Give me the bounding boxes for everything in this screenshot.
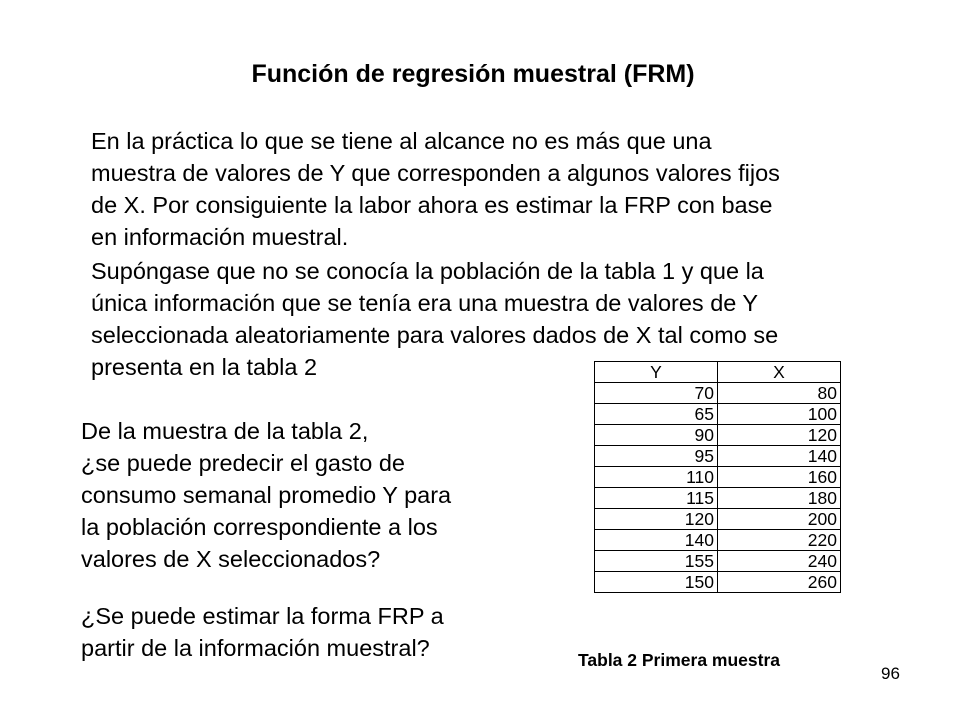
question-line: De la muestra de la tabla 2,	[81, 418, 369, 444]
page-number: 96	[881, 664, 900, 683]
question-line: ¿se puede predecir el gasto de	[81, 450, 405, 476]
cell-y: 115	[595, 488, 718, 509]
supposition-line: Supóngase que no se conocía la población de la tabla 1 y que la	[91, 258, 764, 284]
slide-title: Función de regresión muestral (FRM)	[251, 60, 695, 88]
question-predict	[81, 415, 521, 575]
table-row	[595, 404, 841, 425]
table-row	[595, 425, 841, 446]
table-row	[595, 383, 841, 404]
cell-x: 180	[718, 488, 841, 509]
cell-x: 160	[718, 467, 841, 488]
cell-y: 110	[595, 467, 718, 488]
table-header-row	[595, 362, 841, 383]
table-caption: Tabla 2 Primera muestra	[578, 650, 780, 670]
sample-table	[594, 361, 841, 593]
cell-x: 260	[718, 572, 841, 593]
intro-paragraph	[91, 125, 881, 253]
intro-line: En la práctica lo que se tiene al alcance no es más que una	[91, 128, 712, 154]
question-estimate	[81, 600, 521, 664]
table-row	[595, 446, 841, 467]
cell-x: 120	[718, 425, 841, 446]
question-line: valores de X seleccionados?	[81, 546, 381, 572]
header-y: Y	[595, 362, 718, 383]
cell-x: 140	[718, 446, 841, 467]
question-line: partir de la información muestral?	[81, 635, 430, 661]
table-row	[595, 467, 841, 488]
table-row	[595, 488, 841, 509]
cell-y: 65	[595, 404, 718, 425]
cell-y: 95	[595, 446, 718, 467]
table-row	[595, 572, 841, 593]
cell-x: 200	[718, 509, 841, 530]
cell-x: 100	[718, 404, 841, 425]
table-row	[595, 530, 841, 551]
cell-x: 80	[718, 383, 841, 404]
intro-line: de X. Por consiguiente la labor ahora es estimar la FRP con base	[91, 192, 773, 218]
cell-y: 90	[595, 425, 718, 446]
table-row	[595, 509, 841, 530]
header-x: X	[718, 362, 841, 383]
supposition-line: presenta en la tabla 2	[91, 354, 318, 380]
cell-y: 150	[595, 572, 718, 593]
cell-x: 240	[718, 551, 841, 572]
cell-y: 70	[595, 383, 718, 404]
cell-y: 140	[595, 530, 718, 551]
question-line: la población correspondiente a los	[81, 514, 438, 540]
supposition-line: única información que se tenía era una muestra de valores de Y	[91, 290, 759, 316]
cell-x: 220	[718, 530, 841, 551]
cell-y: 155	[595, 551, 718, 572]
intro-line: en información muestral.	[91, 224, 349, 250]
supposition-line: seleccionada aleatoriamente para valores dados de X tal como se	[91, 322, 779, 348]
table-row	[595, 551, 841, 572]
intro-line: muestra de valores de Y que corresponden a algunos valores fijos	[91, 160, 780, 186]
cell-y: 120	[595, 509, 718, 530]
question-line: consumo semanal promedio Y para	[81, 482, 452, 508]
question-line: ¿Se puede estimar la forma FRP a	[81, 603, 444, 629]
